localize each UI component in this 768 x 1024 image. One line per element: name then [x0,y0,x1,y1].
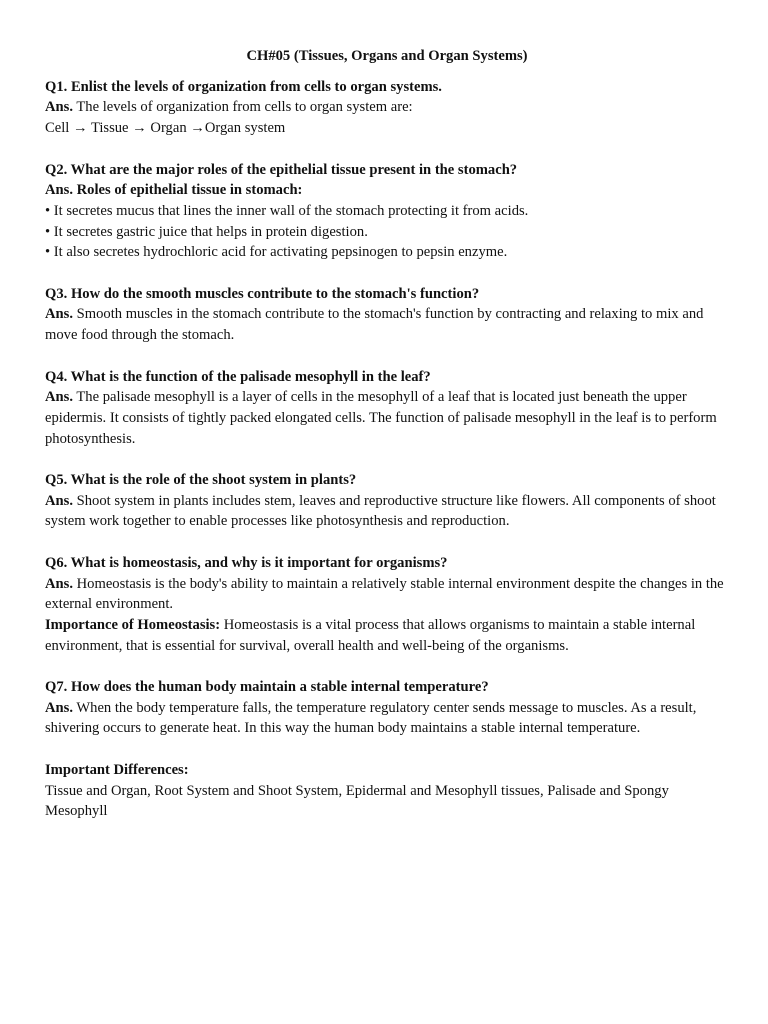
question-3: Q3. How do the smooth muscles contribute to the stomach's function? [45,285,480,302]
answer-5 [45,491,725,532]
ans-label: Ans. [45,99,73,116]
ans-label: Ans. [45,492,73,509]
ans-label: Ans. [45,389,73,406]
ans-label: Ans. [45,699,73,716]
importance-paragraph [45,615,725,656]
ans-label: Ans. [45,306,73,323]
bullet-item: • It also secretes hydrochloric acid for activating pepsinogen to pepsin enzyme. [45,244,508,261]
differences-heading: Important Differences: [45,761,189,778]
bullet-item: • It secretes mucus that lines the inner wall of the stomach protecting it from acids. [45,202,529,219]
answer-6 [45,574,725,615]
question-block-6 [45,553,725,657]
answer-5-text: Shoot system in plants includes stem, leaves and reproductive structure like flowers. All components of shoot system work together to enable processes like photosynthesis and reproduction. [45,492,716,530]
answer-1-text: The levels of organization from cells to organ system are: [72,99,413,116]
question-block-3 [45,284,725,346]
question-block-2 [45,160,725,264]
question-block-7 [45,677,725,739]
document-page [45,46,725,843]
question-5: Q5. What is the role of the shoot system in plants? [45,472,357,488]
differences-text: Tissue and Organ, Root System and Shoot System, Epidermal and Mesophyll tissues, Palisade and Spongy Mesophyll [45,782,669,820]
bullet-item: • It secretes gastric juice that helps in protein digestion. [45,223,368,240]
question-2: Q2. What are the major roles of the epithelial tissue present in the stomach? [45,161,518,178]
importance-text: Homeostasis is a vital process that allows organisms to maintain a stable internal environment, that is essential for survival, overall health and well-being of the organisms. [45,616,696,654]
differences-block [45,760,725,822]
answer-1 [45,97,725,118]
ans-label: Ans. [45,575,73,592]
question-4: Q4. What is the function of the palisade mesophyll in the leaf? [45,368,431,385]
question-block-5 [45,470,725,532]
answer-4 [45,387,725,449]
answer-6-text: Homeostasis is the body's ability to maintain a relatively stable internal environment despite the changes in the external environment. [45,575,724,613]
importance-label: Importance of Homeostasis: [45,616,221,633]
question-7: Q7. How does the human body maintain a stable internal temperature? [45,679,489,695]
answer-4-text: The palisade mesophyll is a layer of cells in the mesophyll of a leaf that is located just beneath the upper epidermis. It consists of tightly packed elongated cells. The function of palisade mesophyll in the leaf is to perform photosynthesis. [45,389,717,447]
question-1: Q1. Enlist the levels of organization from cells to organ systems. [45,78,442,95]
answer-7 [45,698,725,739]
chapter-title: CH#05 (Tissues, Organs and Organ Systems) [246,48,528,64]
answer-7-text: When the body temperature falls, the temperature regulatory center sends message to muscles. As a result, shivering occurs to generate heat. In this way the human body maintains a stable internal temperature. [45,699,697,737]
answer-2-heading: Ans. Roles of epithelial tissue in stomach: [45,182,303,199]
organization-sequence: Cell → Tissue → Organ →Organ system [45,120,286,137]
question-block-1 [45,77,725,139]
question-block-4 [45,367,725,450]
answer-3 [45,304,725,345]
question-6: Q6. What is homeostasis, and why is it important for organisms? [45,554,448,571]
answer-3-text: Smooth muscles in the stomach contribute to the stomach's function by contracting and relaxing to mix and move food through the stomach. [45,306,704,344]
